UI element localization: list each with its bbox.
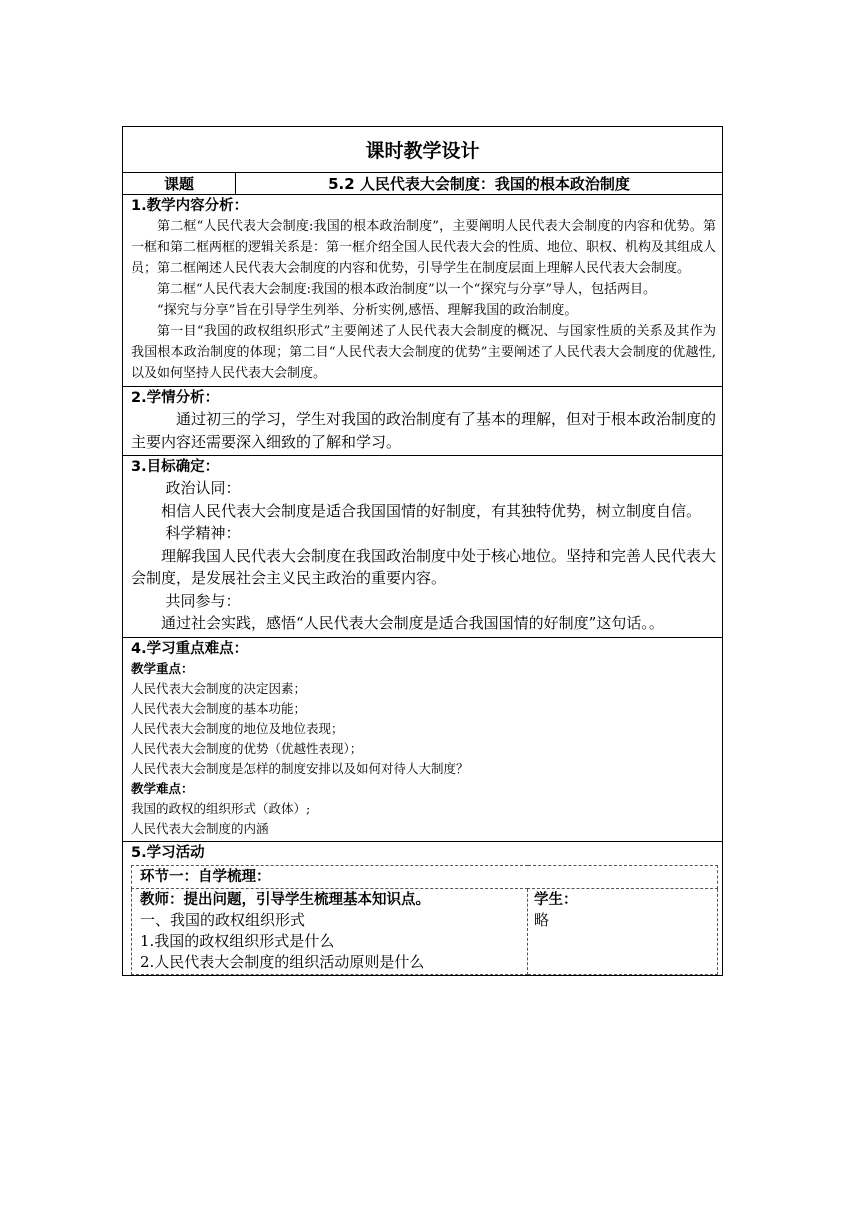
section-learning-activities — [123, 841, 723, 975]
teacher-line: 2.人民代表大会制度的组织活动原则是什么 — [140, 952, 425, 971]
section-learner-analysis — [123, 387, 723, 456]
topic-label: 课题 — [123, 173, 236, 195]
key-point: 人民代表大会制度是怎样的制度安排以及如何对待人大制度？ — [131, 760, 469, 776]
key-point: 人民代表大会制度的决定因素； — [131, 680, 307, 696]
paragraph: 通过初三的学习，学生对我国的政治制度有了基本的理解，但对于根本政治制度的主要内容还需要深入细致的了解和学习。 — [131, 410, 717, 451]
paragraph: “探究与分享”旨在引导学生列举、分析实例,感悟、理解我国的政治制度。 — [157, 303, 578, 318]
student-heading: 学生： — [534, 891, 578, 908]
section-content-analysis — [123, 195, 723, 387]
section-heading: 4.学习重点难点： — [131, 640, 249, 657]
paragraph: 第二框“人民代表大会制度:我国的根本政治制度”以一个“探究与分享”导人，包括两目。 — [157, 282, 656, 297]
goal-text: 通过社会实践，感悟“人民代表大会制度是适合我国国情的好制度”这句话。。 — [161, 614, 664, 632]
goal-label: 共同参与： — [165, 591, 241, 610]
goal-text: 相信人民代表大会制度是适合我国国情的好制度，有其独特优势，树立制度自信。 — [161, 501, 702, 520]
section-heading: 5.学习活动 — [131, 844, 205, 861]
student-text: 略 — [534, 910, 550, 929]
paragraph: 第一目“我国的政权组织形式”主要阐述了人民代表大会制度的概况、与国家性质的关系及其作为我国根本政治制度的体现；第二目“人民代表大会制度的优势”主要阐述了人民代表大会制度的优越性,以及如何坚持人民代表大会制度。 — [131, 324, 717, 381]
teacher-heading: 教师：提出问题，引导学生梳理基本知识点。 — [140, 891, 430, 908]
section-key-difficult-points — [123, 637, 723, 841]
difficult-point: 人民代表大会制度的内涵 — [131, 820, 269, 836]
section-goals — [123, 456, 723, 638]
difficult-point: 我国的政权的组织形式（政体）; — [131, 800, 311, 816]
lesson-design-table — [122, 126, 723, 976]
topic-value: 5.2 人民代表大会制度：我国的根本政治制度 — [236, 173, 723, 195]
student-cell — [528, 888, 718, 974]
paragraph: 第二框“人民代表大会制度:我国的根本政治制度”，主要阐明人民代表大会制度的内容和优势。第一框和第二框两框的逻辑关系是：第一框介绍全国人民代表大会的性质、地位、职权、机构及其组成人员；第二框阐述人民代表大会制度的内容和优势，引导学生在制度层面上理解人民代表大会制度。 — [131, 219, 717, 276]
key-points-label: 教学重点： — [131, 660, 194, 676]
difficult-points-label: 教学难点： — [131, 780, 194, 796]
activity-table — [131, 865, 718, 975]
goal-text: 理解我国人民代表大会制度在我国政治制度中处于核心地位。坚持和完善人民代表大会制度，是发展社会主义民主政治的重要内容。 — [131, 546, 717, 587]
teacher-line: 1.我国的政权组织形式是什么 — [140, 931, 335, 950]
document-title: 课时教学设计 — [123, 127, 723, 173]
teacher-cell — [132, 888, 528, 974]
section-heading: 1.教学内容分析： — [131, 198, 249, 214]
teacher-line: 一、我国的政权组织形式 — [140, 910, 306, 929]
key-point: 人民代表大会制度的地位及地位表现； — [131, 720, 344, 736]
goal-label: 科学精神： — [165, 524, 241, 542]
goal-label: 政治认同： — [165, 479, 241, 497]
section-heading: 3.目标确定： — [131, 459, 220, 475]
section-heading: 2.学情分析： — [131, 390, 220, 406]
key-point: 人民代表大会制度的优势（优越性表现）； — [131, 740, 363, 756]
key-point: 人民代表大会制度的基本功能； — [131, 700, 307, 716]
activity-step-title: 环节一：自学梳理： — [132, 865, 718, 888]
